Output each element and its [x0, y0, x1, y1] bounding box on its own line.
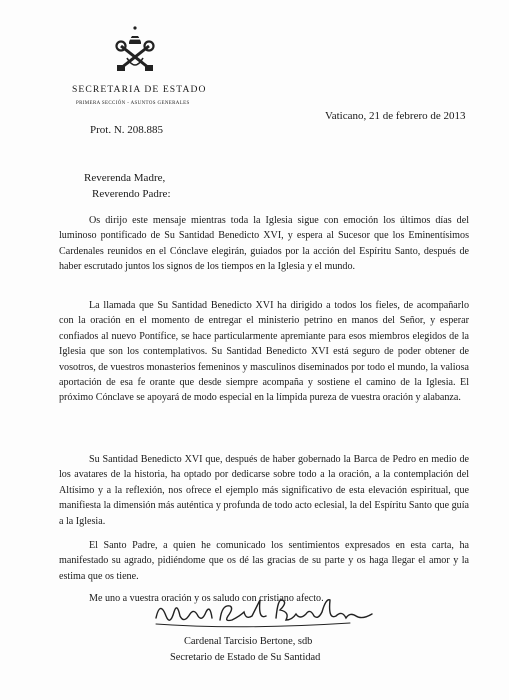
body-paragraph-3: Su Santidad Benedicto XVI que, después de haber gobernado la Barca de Pedro en medio de los avatares de la historia, ha optado por dedicarse sobre todo a la oración, a la contemplación del Altísimo y a la reflexión, nos ofrece el ejemplo más significativo de esta elevación espiritual, que manifiesta la dimensión más auténtica y profunda de todo acto eclesial, la del Espíritu Santo que guía a la Iglesia.	[59, 454, 469, 527]
signatory-title: Secretario de Estado de Su Santidad	[170, 652, 321, 663]
letter-date: Vaticano, 21 de febrero de 2013	[325, 110, 466, 122]
body-paragraph-4: El Santo Padre, a quien he comunicado los sentimientos expresados en esta carta, ha manifestado su agrado, pidiéndome que os dé las gracias de su parte y os haga llegar el amor y la estima que os tiene.	[59, 540, 469, 582]
signatory-name: Cardenal Tarcisio Bertone, sdb	[184, 636, 313, 647]
papal-crest-icon	[113, 24, 157, 74]
body-paragraph-1: Os dirijo este mensaje mientras toda la Iglesia sigue con emoción los últimos días del luminoso pontificado de Su Santidad Benedicto XVI, y espera al Sucesor que los Eminentísimos Cardenales reunidos en el Cónclave elegirán, guiados por la acción del Espíritu Santo, después de haber escrutado juntos los signos de los tiempos en la Iglesia y el mundo.	[59, 215, 469, 273]
office-name: SECRETARIA DE ESTADO	[72, 84, 207, 95]
office-section: PRIMERA SECCIÓN - ASUNTOS GENERALES	[76, 101, 190, 106]
body-paragraph-2: La llamada que Su Santidad Benedicto XVI ha dirigido a todos los fieles, de acompañarlo con la oración en el momento de entregar el ministerio petrino en manos del Señor, y esperar confiados al nuevo Pontífice, se hace particularmente apremiante para esos miembros elegidos de la Iglesia que son los contemplativos. Su Santidad Benedicto XVI está seguro de poder obtener de vosotros, de vuestros monasterios femeninos y masculinos diseminados por todo el mundo, la valiosa aportación de esa fe orante que desde siempre acompaña y sostiene el camino de la Iglesia. El próximo Cónclave se apoyará de modo especial en la límpida pureza de vuestra oración y alabanza.	[59, 300, 469, 404]
handwritten-signature	[150, 590, 380, 634]
salutation-line-1: Reverenda Madre,	[84, 172, 166, 184]
salutation-line-2: Reverendo Padre:	[92, 188, 171, 200]
protocol-number: Prot. N. 208.885	[90, 124, 164, 136]
body-paragraph-5: Me uno a vuestra oración y os saludo con cristiano afecto.	[89, 593, 324, 604]
